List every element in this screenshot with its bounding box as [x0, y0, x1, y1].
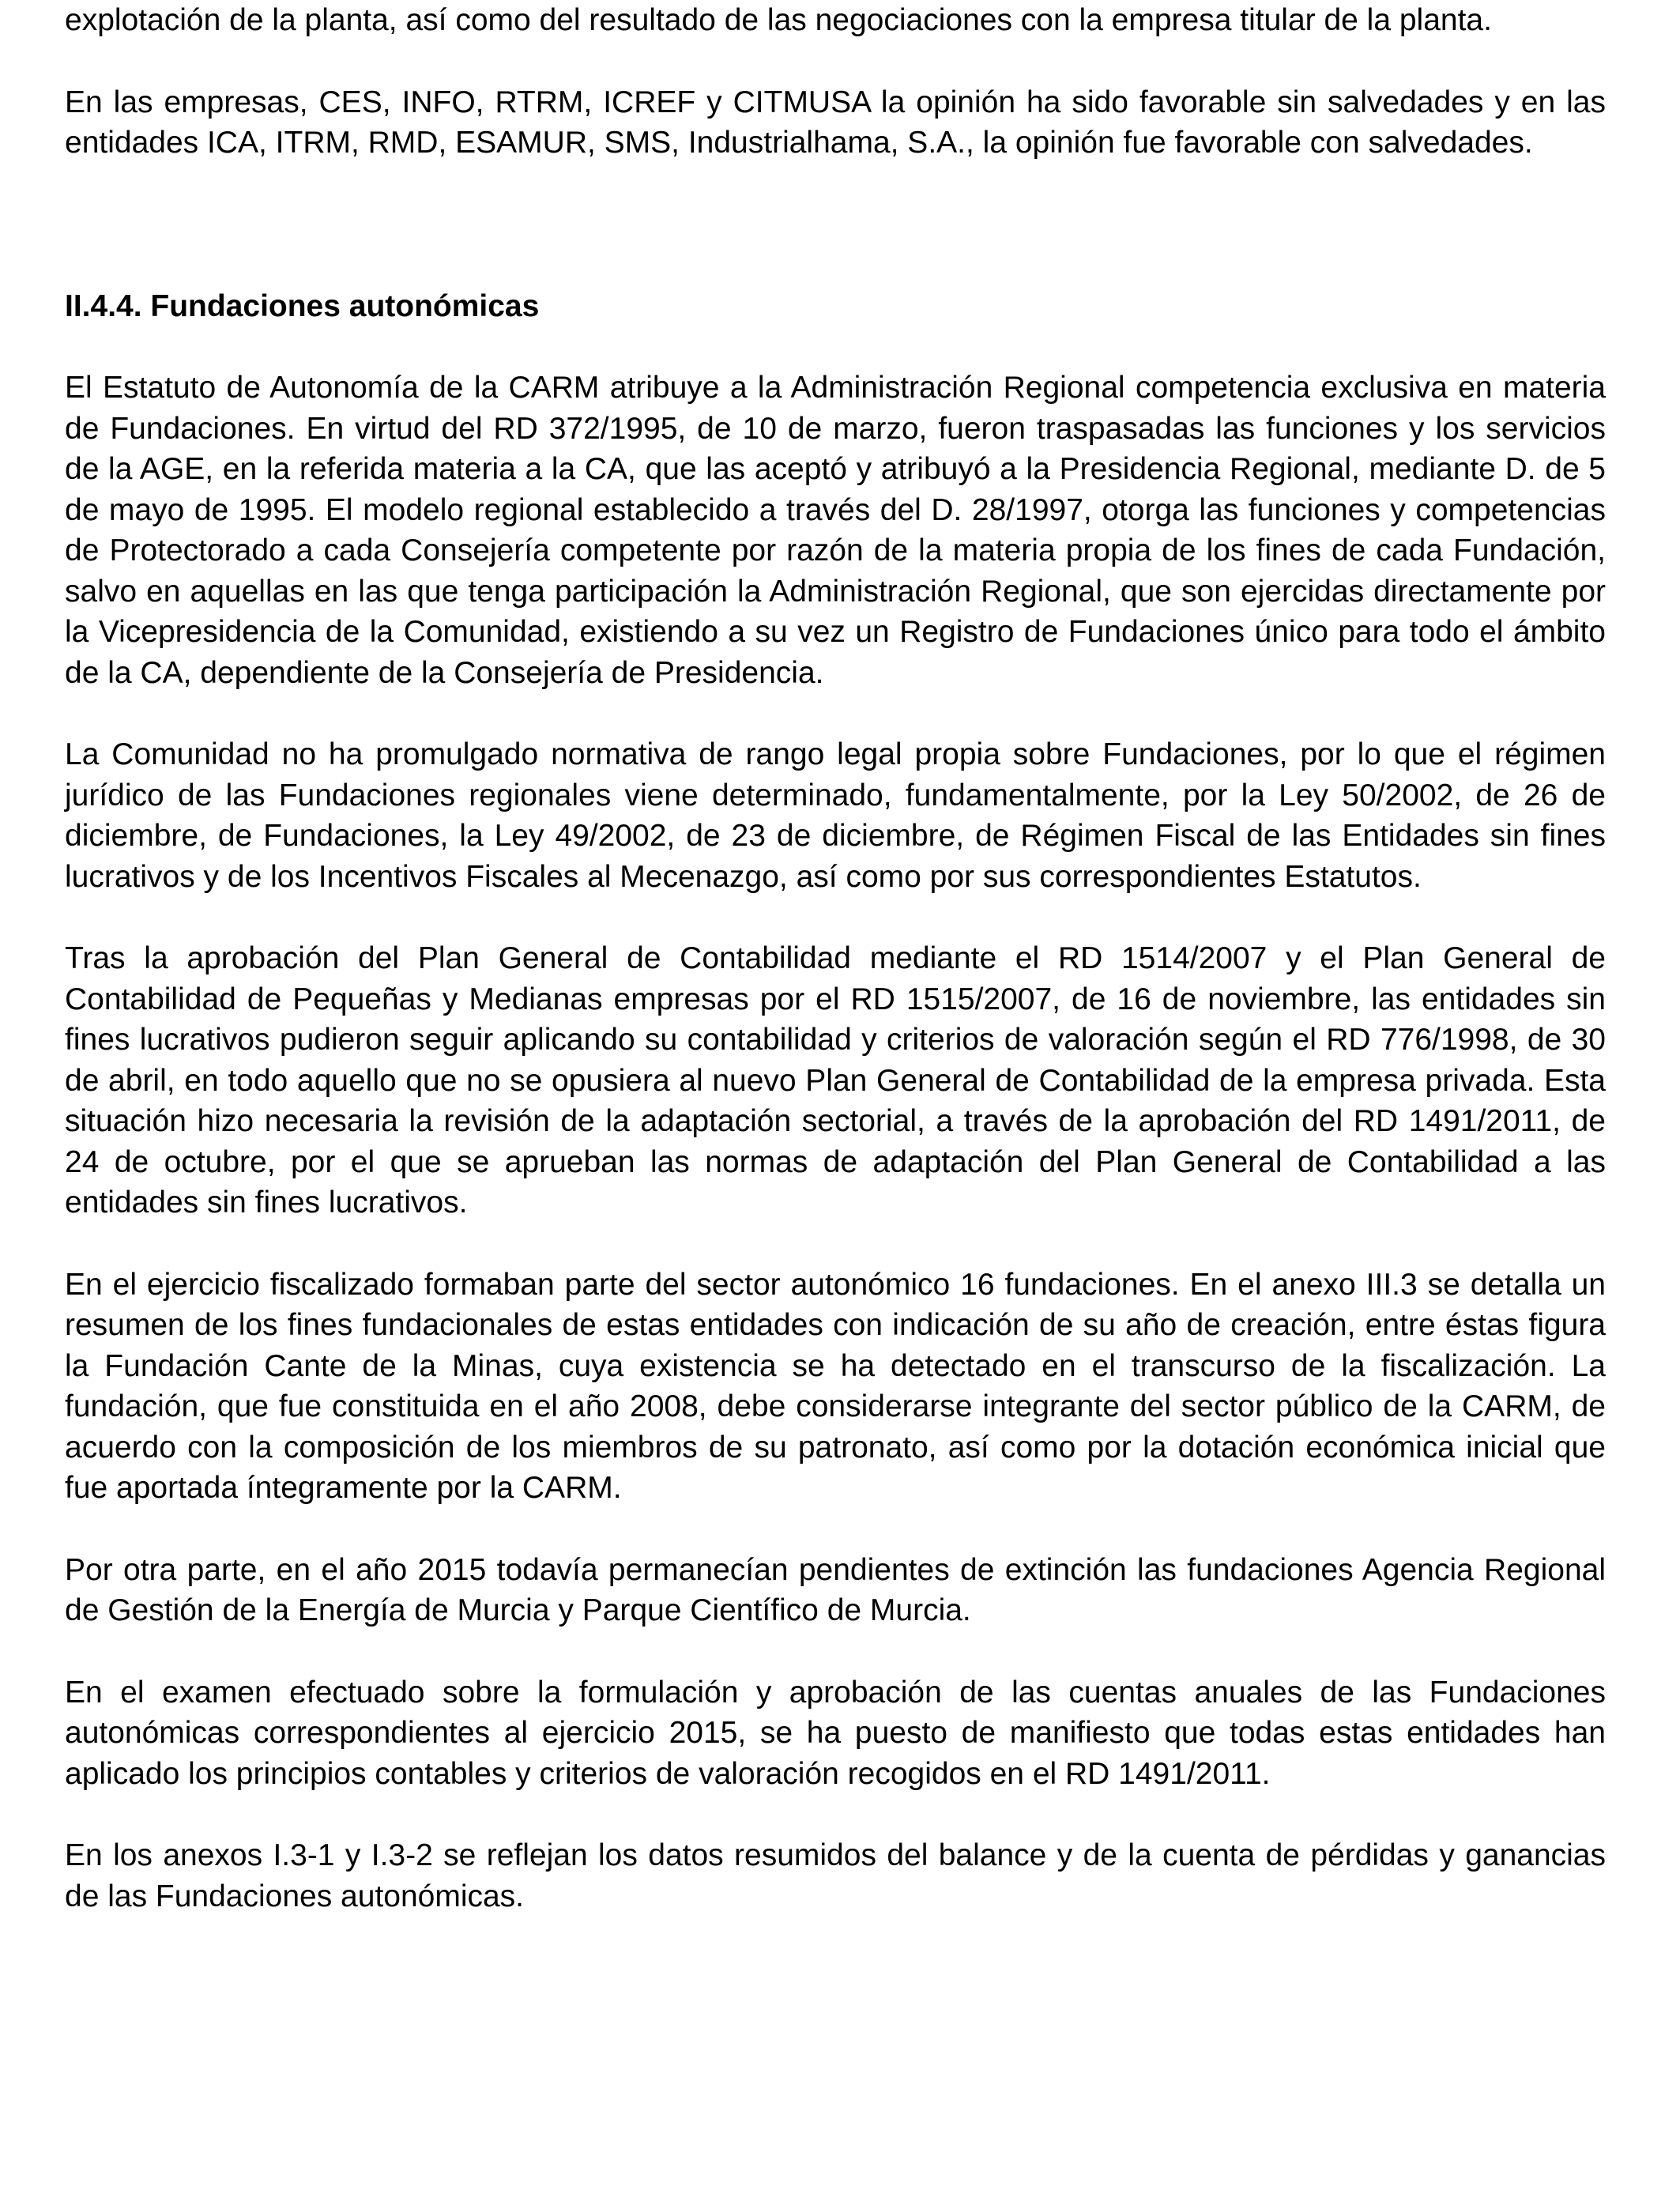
paragraph-foundations-count: En el ejercicio fiscalizado formaban parte del sector autonómico 16 fundaciones. En el anexo III.3 se detalla un resumen de los fines fundacionales de estas entidades con indicación de su año de creación, entre éstas figura la Fundación Cante de la Minas, cuya existencia se ha detectado en el transcurso de la fiscalización. La fundación, que fue constituida en el año 2008, debe considerarse integrante del sector público de la CARM, de acuerdo con la composición de los miembros de su patronato, así como por la dotación económica inicial que fue aportada íntegramente por la CARM.: [65, 1267, 1606, 1505]
section-heading: II.4.4. Fundaciones autonómicas: [65, 288, 540, 323]
paragraph-accounting-plan: Tras la aprobación del Plan General de Contabilidad mediante el RD 1514/2007 y el Plan General de Contabilidad de Pequeñas y Medianas empresas por el RD 1515/2007, de 16 de noviembre, las entidades sin fines lucrativos pudieron seguir aplicando su contabilidad y criterios de valoración según el RD 776/1998, de 30 de abril, en todo aquello que no se opusiera al nuevo Plan General de Contabilidad de la empresa privada. Esta situación hizo necesaria la revisión de la adaptación sectorial, a través de la aprobación del RD 1491/2011, de 24 de octubre, por el que se aprueban las normas de adaptación del Plan General de Contabilidad a las entidades sin fines lucrativos.: [65, 941, 1606, 1220]
paragraph-pending-extinction: Por otra parte, en el año 2015 todavía permanecían pendientes de extinción las fundaciones Agencia Regional de Gestión de la Energía de Murcia y Parque Científico de Murcia.: [65, 1552, 1606, 1627]
paragraph-audit-opinions: En las empresas, CES, INFO, RTRM, ICREF y CITMUSA la opinión ha sido favorable sin salvedades y en las entidades ICA, ITRM, RMD, ESAMUR, SMS, Industrialhama, S.A., la opinión fue favorable con salvedades.: [65, 85, 1606, 160]
paragraph-legal-regime: La Comunidad no ha promulgado normativa de rango legal propia sobre Fundaciones, por lo que el régimen jurídico de las Fundaciones regionales viene determinado, fundamentalmente, por la Ley 50/2002, de 26 de diciembre, de Fundaciones, la Ley 49/2002, de 23 de diciembre, de Régimen Fiscal de las Entidades sin fines lucrativos y de los Incentivos Fiscales al Mecenazgo, así como por sus correspondientes Estatutos.: [65, 737, 1606, 894]
paragraph-continuation: explotación de la planta, así como del resultado de las negociaciones con la empresa titular de la planta.: [65, 3, 1492, 37]
paragraph-annexes: En los anexos I.3-1 y I.3-2 se reflejan los datos resumidos del balance y de la cuenta de pérdidas y ganancias de las Fundaciones autonómicas.: [65, 1838, 1606, 1913]
paragraph-annual-accounts: En el examen efectuado sobre la formulación y aprobación de las cuentas anuales de las Fundaciones autonómicas correspondientes al ejercicio 2015, se ha puesto de manifiesto que todas estas entidades han aplicado los principios contables y criterios de valoración recogidos en el RD 1491/2011.: [65, 1675, 1606, 1791]
document-page: [65, 0, 1606, 1917]
paragraph-statute: El Estatuto de Autonomía de la CARM atribuye a la Administración Regional competencia exclusiva en materia de Fundaciones. En virtud del RD 372/1995, de 10 de marzo, fueron traspasadas las funciones y los servicios de la AGE, en la referida materia a la CA, que las aceptó y atribuyó a la Presidencia Regional, mediante D. de 5 de mayo de 1995. El modelo regional establecido a través del D. 28/1997, otorga las funciones y competencias de Protectorado a cada Consejería competente por razón de la materia propia de los fines de cada Fundación, salvo en aquellas en las que tenga participación la Administración Regional, que son ejercidas directamente por la Vicepresidencia de la Comunidad, existiendo a su vez un Registro de Fundaciones único para todo el ámbito de la CA, dependiente de la Consejería de Presidencia.: [65, 371, 1606, 690]
